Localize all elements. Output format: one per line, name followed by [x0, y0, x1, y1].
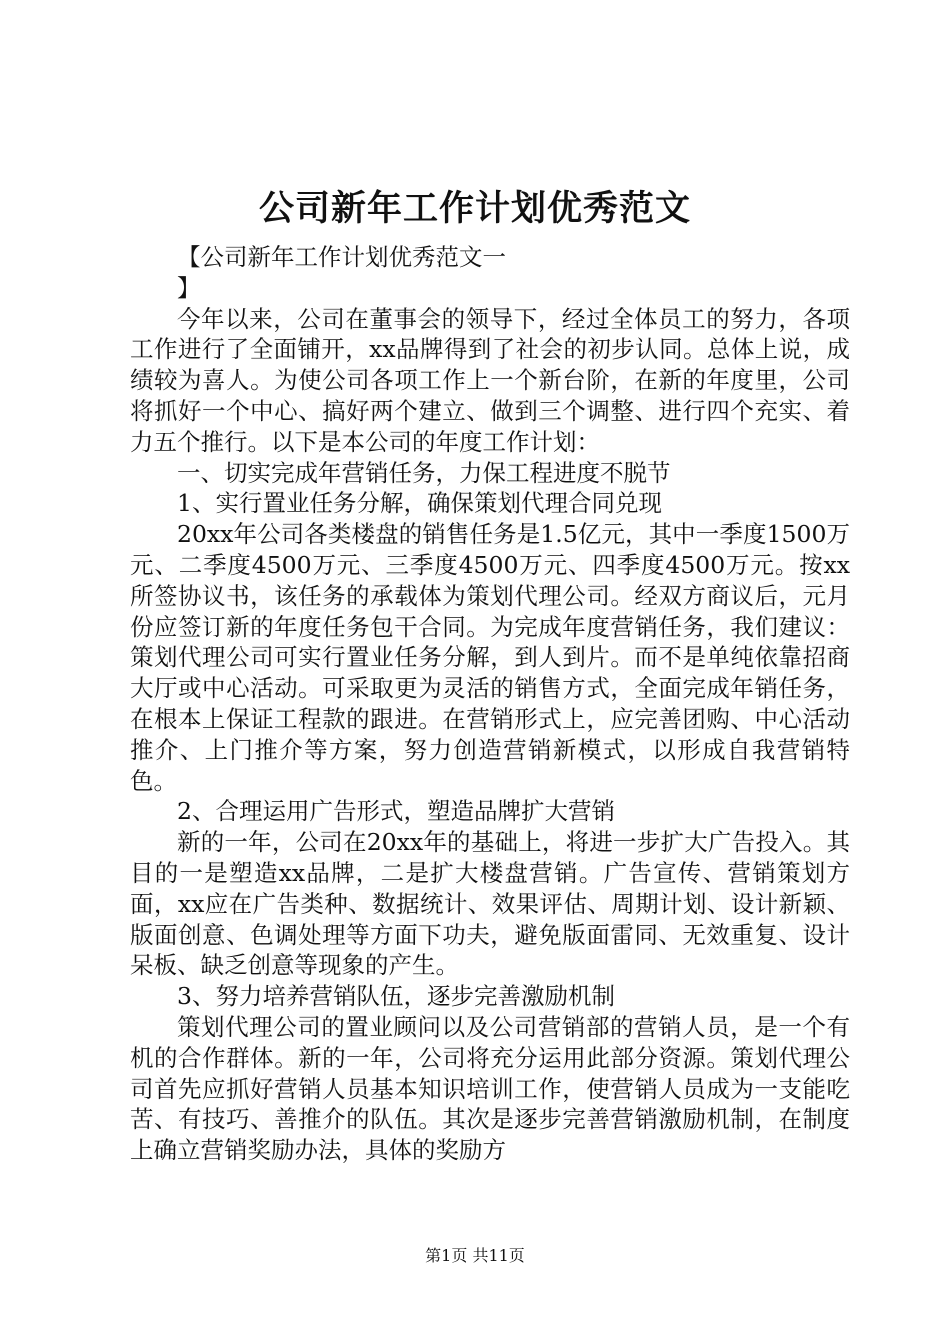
section-heading-open: 【公司新年工作计划优秀范文一: [177, 243, 506, 271]
body-paragraph-2: 新的一年，公司在20xx年的基础上，将进一步扩大广告投入。其目的一是塑造xx品牌，二是扩大楼盘营销。广告宣传、营销策划方面，xx应在广告类种、数据统计、效果评估、周期计划、设计新颖、版面创意、色调处理等方面下功夫，避免版面雷同、无效重复、设计呆板、缺乏创意等现象的产生。: [130, 828, 850, 980]
subheading-3: 3、努力培养营销队伍，逐步完善激励机制: [177, 982, 615, 1011]
subheading-2: 2、合理运用广告形式，塑造品牌扩大营销: [177, 797, 615, 826]
heading-one: 一、切实完成年营销任务，力保工程进度不脱节: [177, 458, 671, 487]
subheading-1: 1、实行置业任务分解，确保策划代理合同兑现: [177, 489, 662, 518]
body-paragraph-3: 策划代理公司的置业顾问以及公司营销部的营销人员，是一个有机的合作群体。新的一年，公司将充分运用此部分资源。策划代理公司首先应抓好营销人员基本知识培训工作，使营销人员成为一支能吃苦、有技巧、善推介的队伍。其次是逐步完善营销激励机制，在制度上确立营销奖励办法，具体的奖励方: [130, 1012, 850, 1165]
page-number-footer: 第1页 共11页: [425, 1246, 525, 1265]
intro-paragraph: 今年以来，公司在董事会的领导下，经过全体员工的努力，各项工作进行了全面铺开，xx品牌得到了社会的初步认同。总体上说，成绩较为喜人。为使公司各项工作上一个新台阶，在新的年度里，公司将抓好一个中心、搞好两个建立、做到三个调整、进行四个充实、着力五个推行。以下是本公司的年度工作计划：: [130, 304, 850, 456]
body-paragraph-1: 20xx年公司各类楼盘的销售任务是1.5亿元，其中一季度1500万元、二季度4500万元、三季度4500万元、四季度4500万元。按xx所签协议书，该任务的承载体为策划代理公司。经双方商议后，元月份应签订新的年度任务包干合同。为完成年度营销任务，我们建议：策划代理公司可实行置业任务分解，到人到片。而不是单纯依靠招商大厅或中心活动。可采取更为灵活的销售方式，全面完成年销任务，在根本上保证工程款的跟进。在营销形式上，应完善团购、中心活动推介、上门推介等方案，努力创造营销新模式，以形成自我营销特色。: [130, 520, 850, 795]
section-heading-close: 】: [177, 273, 201, 302]
document-title: 公司新年工作计划优秀范文: [258, 188, 691, 229]
document-body: [130, 242, 850, 1166]
